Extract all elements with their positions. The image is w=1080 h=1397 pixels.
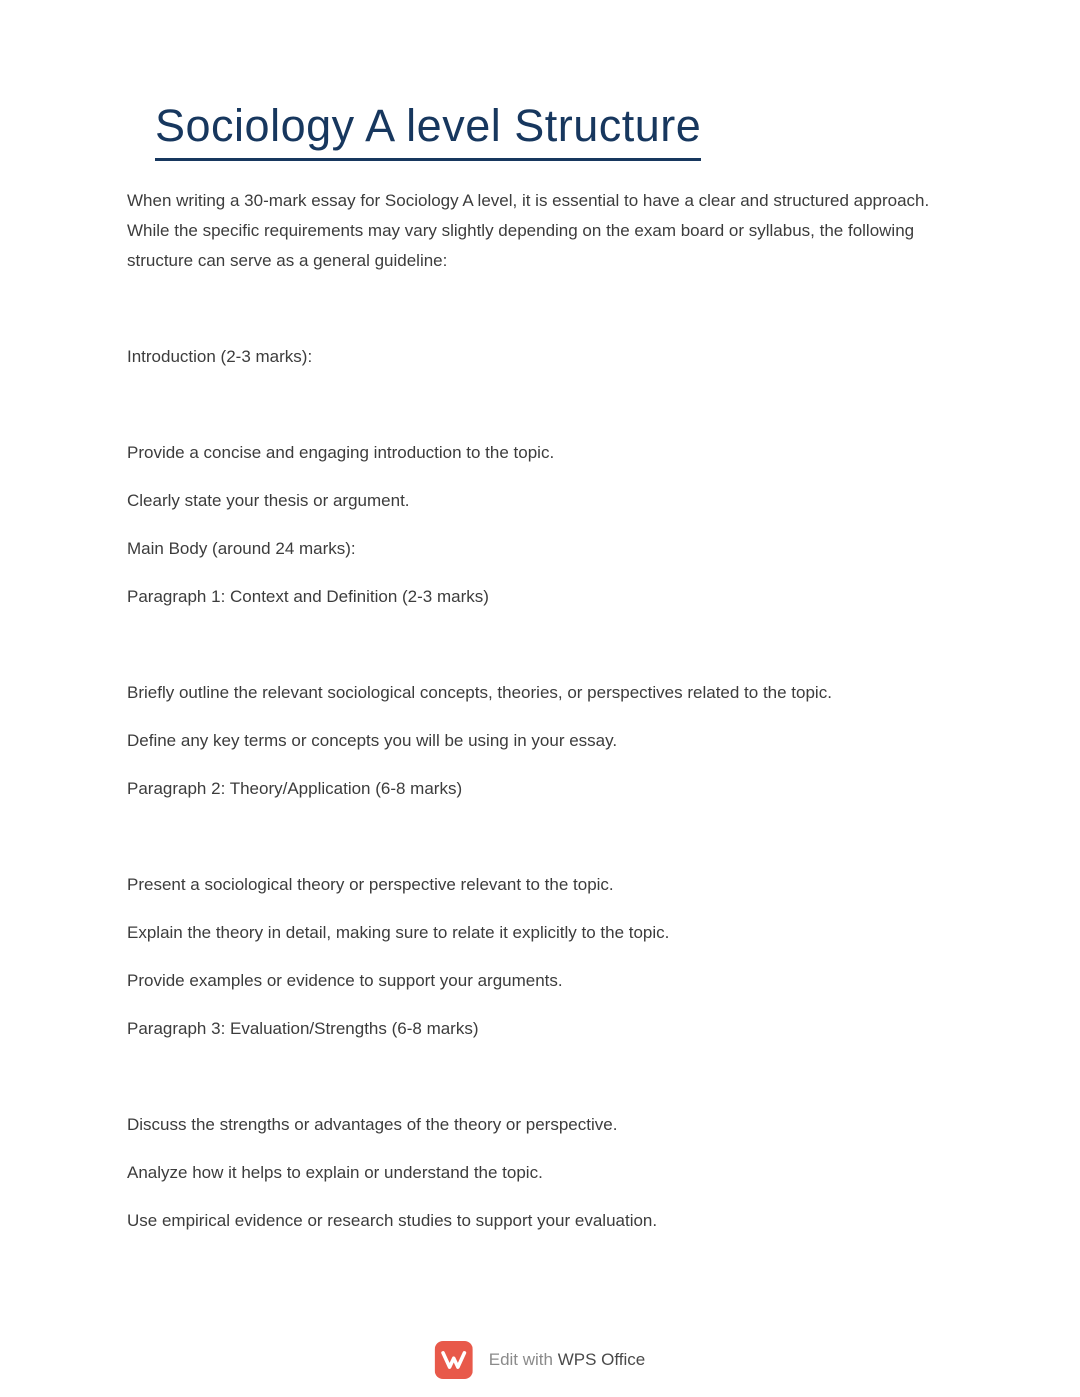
blank-line — [127, 630, 957, 678]
doc-paragraph: Explain the theory in detail, making sure to relate it explicitly to the topic. — [127, 922, 670, 942]
wps-edit-label — [489, 1350, 646, 1370]
blank-line — [127, 1062, 957, 1110]
page-title — [155, 100, 957, 152]
section-heading-main-body: Main Body (around 24 marks): — [127, 538, 356, 558]
page-title-text: Sociology A level Structure — [155, 100, 701, 161]
blank-line — [127, 390, 957, 438]
wps-office-brand-text: WPS Office — [557, 1350, 646, 1369]
edit-with-text: Edit with — [488, 1350, 558, 1369]
doc-paragraph: Define any key terms or concepts you will be using in your essay. — [127, 730, 618, 750]
section-heading-paragraph-3: Paragraph 3: Evaluation/Strengths (6-8 marks) — [127, 1018, 479, 1038]
doc-paragraph: Analyze how it helps to explain or understand the topic. — [127, 1162, 543, 1182]
doc-paragraph: Provide a concise and engaging introduction to the topic. — [127, 442, 555, 462]
wps-edit-watermark[interactable] — [435, 1341, 646, 1379]
blank-line — [127, 294, 957, 342]
doc-paragraph: Briefly outline the relevant sociological concepts, theories, or perspectives related to the topic. — [127, 682, 832, 702]
doc-paragraph: Present a sociological theory or perspective relevant to the topic. — [127, 874, 614, 894]
doc-paragraph: Discuss the strengths or advantages of the theory or perspective. — [127, 1114, 618, 1134]
wps-logo-icon — [435, 1341, 473, 1379]
doc-paragraph: Provide examples or evidence to support your arguments. — [127, 970, 563, 990]
doc-paragraph: Use empirical evidence or research studies to support your evaluation. — [127, 1210, 658, 1230]
blank-line — [127, 822, 957, 870]
section-heading-paragraph-1: Paragraph 1: Context and Definition (2-3 marks) — [127, 586, 489, 606]
intro-paragraph: When writing a 30-mark essay for Sociology A level, it is essential to have a clear and structured approach. While the specific requirements may vary slightly depending on the exam board or syllabus, the following structure can serve as a general guideline: — [127, 190, 930, 270]
doc-paragraph: Clearly state your thesis or argument. — [127, 490, 410, 510]
section-heading-paragraph-2: Paragraph 2: Theory/Application (6-8 marks) — [127, 778, 463, 798]
section-heading-introduction: Introduction (2-3 marks): — [127, 346, 313, 366]
